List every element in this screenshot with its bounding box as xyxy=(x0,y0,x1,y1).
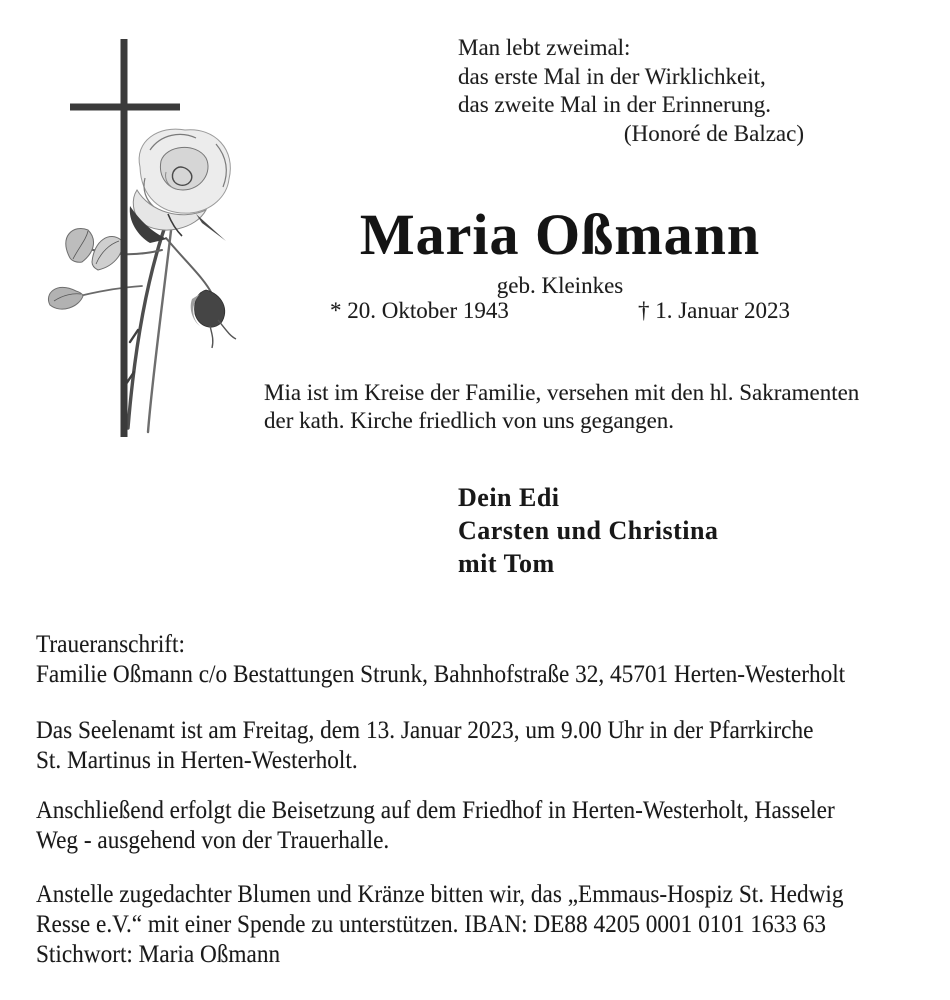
mourner-line: Carsten und Christina xyxy=(458,516,719,545)
announcement-line: Mia ist im Kreise der Familie, versehen mit den hl. Sakramenten xyxy=(264,380,860,405)
quote-attribution: (Honoré de Balzac) xyxy=(623,120,804,146)
address-label: Traueranschrift: xyxy=(36,631,185,658)
memorial-quote xyxy=(458,34,806,148)
death-date: † 1. Januar 2023 xyxy=(637,298,790,323)
address-value: Familie Oßmann c/o Bestattungen Strunk, Bahnhofstraße 32, 45701 Herten-Westerholt xyxy=(36,661,846,688)
funeral-details xyxy=(36,630,950,970)
donation-info: Anstelle zugedachter Blumen und Kränze bitten wir, das „Emmaus-Hospiz St. Hedwig Resse e.V.“ mit einer Spende zu unterstützen. IBAN: DE88 4205 0001 0101 1633 63 Stichwort: Maria Oßmann xyxy=(36,881,844,968)
requiem-info: Das Seelenamt ist am Freitag, dem 13. Januar 2023, um 9.00 Uhr in der Pfarrkirche St. Martinus in Herten-Westerholt. xyxy=(36,717,814,774)
burial-info: Anschließend erfolgt die Beisetzung auf dem Friedhof in Herten-Westerholt, Hasseler Weg - ausgehend von der Trauerhalle. xyxy=(36,797,835,854)
quote-line: das zweite Mal in der Erinnerung. xyxy=(458,92,771,117)
announcement-text xyxy=(264,379,944,435)
announcement-line: der kath. Kirche friedlich von uns gegangen. xyxy=(264,408,675,433)
mourning-address xyxy=(36,630,950,690)
maiden-name: geb. Kleinkes xyxy=(496,273,624,298)
quote-line: Man lebt zweimal: xyxy=(458,35,631,60)
mourners-list xyxy=(458,481,718,580)
mourner-line: mit Tom xyxy=(458,549,555,578)
quote-line: das erste Mal in der Wirklichkeit, xyxy=(458,63,766,89)
deceased-name-block xyxy=(210,202,910,298)
rose-leaves xyxy=(48,228,122,309)
deceased-name: Maria Oßmann xyxy=(359,202,761,267)
life-dates xyxy=(330,298,790,324)
rose-bud xyxy=(191,290,236,348)
mourner-line: Dein Edi xyxy=(458,483,560,512)
birth-date: * 20. Oktober 1943 xyxy=(330,298,509,323)
